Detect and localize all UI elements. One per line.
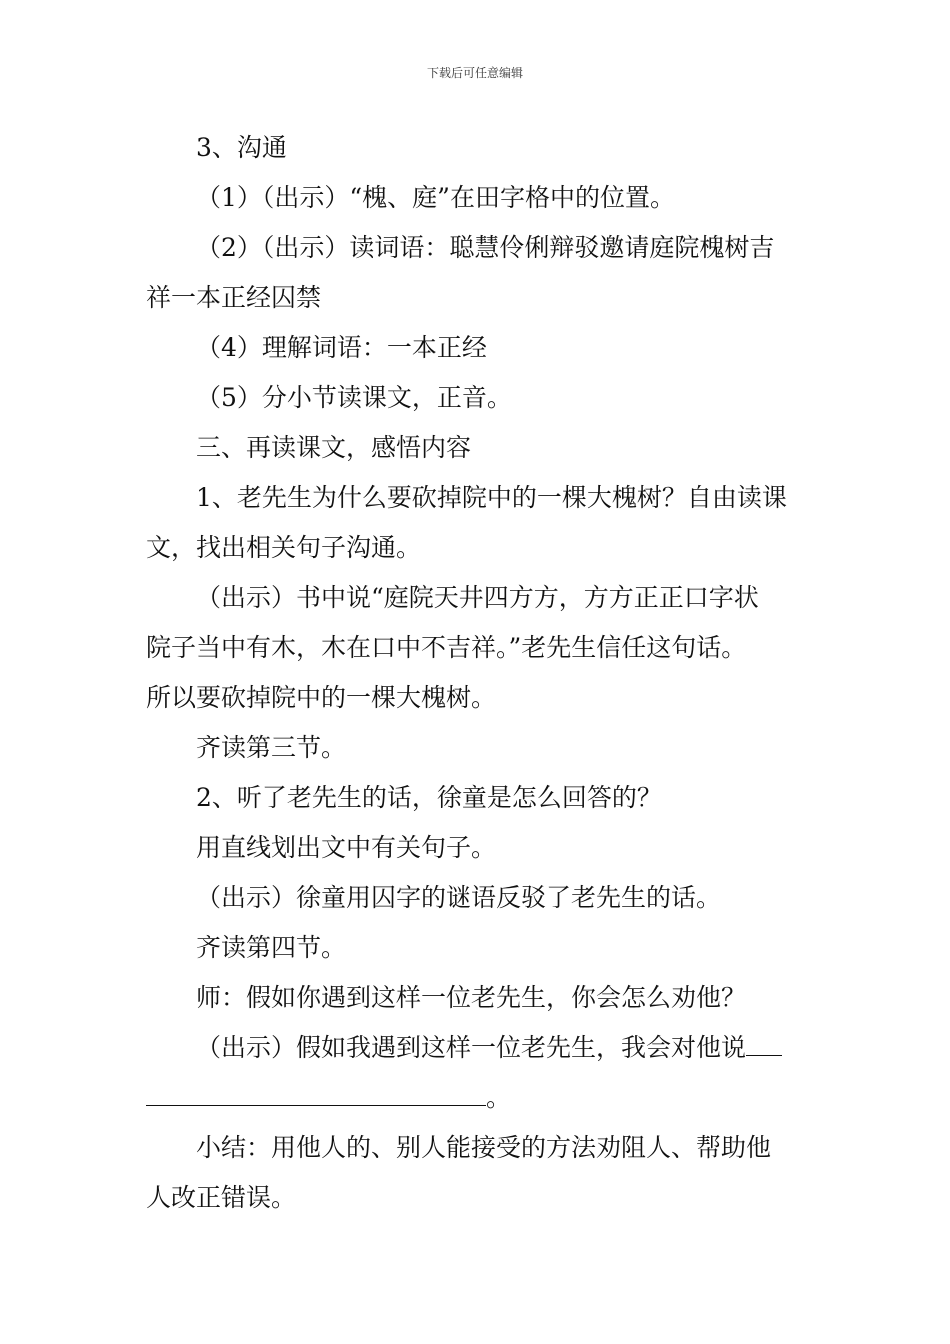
text-line-3: （2）（出示）读词语：聪慧伶俐辩驳邀请庭院槐树吉	[196, 233, 775, 262]
text-line-15: 用直线划出文中有关句子。	[196, 833, 497, 862]
fill-in-line	[196, 1033, 782, 1063]
fill-in-continuation	[146, 1083, 511, 1113]
fill-in-blank-start	[746, 1033, 782, 1056]
text-line-12: 所以要砍掉院中的一棵大槐树。	[146, 683, 497, 712]
text-line-5: （4）理解词语：一本正经	[196, 333, 487, 362]
text-line-2: （1）（出示）“槐、庭”在田字格中的位置。	[196, 183, 675, 212]
text-line-18: 师：假如你遇到这样一位老先生，你会怎么劝他？	[196, 983, 747, 1012]
text-line-6: （5）分小节读课文，正音。	[196, 383, 512, 412]
text-line-8: 1、老先生为什么要砍掉院中的一棵大槐树？自由读课	[196, 483, 787, 512]
text-line-17: 齐读第四节。	[196, 933, 347, 962]
fill-in-blank	[146, 1083, 486, 1106]
summary-line-1: 小结：用他人的、别人能接受的方法劝阻人、帮助他	[196, 1133, 772, 1162]
text-line-16: （出示）徐童用囚字的谜语反驳了老先生的话。	[196, 883, 722, 912]
section-heading: 三、再读课文，感悟内容	[196, 433, 472, 462]
text-line-11: 院子当中有木，木在口中不吉祥。”老先生信任这句话。	[146, 633, 747, 662]
text-line-14: 2、听了老先生的话，徐童是怎么回答的？	[196, 783, 662, 812]
fill-in-end-mark: 。	[486, 1083, 512, 1112]
text-line-4: 祥一本正经囚禁	[146, 283, 322, 312]
page-header: 下载后可任意编辑	[426, 66, 523, 80]
summary-line-2: 人改正错误。	[146, 1183, 297, 1212]
text-line-10: （出示）书中说“庭院天井四方方，方方正正口字状	[196, 583, 759, 612]
text-line-13: 齐读第三节。	[196, 733, 347, 762]
text-line-1: 3、沟通	[196, 133, 287, 162]
fill-in-prompt: （出示）假如我遇到这样一位老先生，我会对他说	[196, 1033, 747, 1062]
text-line-9: 文，找出相关句子沟通。	[146, 533, 422, 562]
